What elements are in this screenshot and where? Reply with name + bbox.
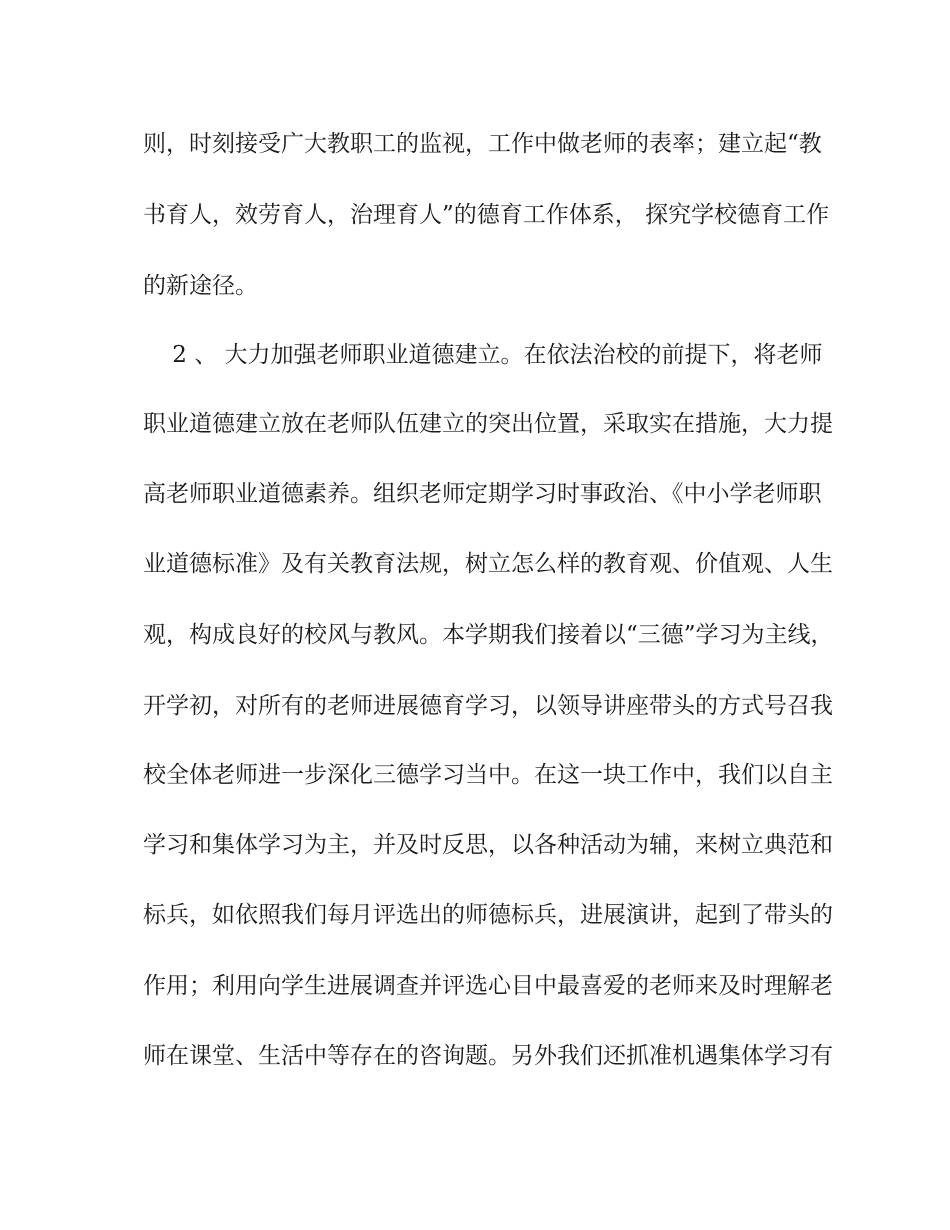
text-line-10: 校全体老师进一步深化三德学习当中。在这一块工作中，我们以自主 [143,762,833,788]
text-line-1: 则，时刻接受广大教职工的监视，工作中做老师的表率；建立起“教 [143,131,822,157]
text-line-9: 开学初，对所有的老师进展德育学习，以领导讲座带头的方式号召我 [143,693,833,719]
text-line-13: 作用；利用向学生进展调查并评选心目中最喜爱的老师来及时理解老 [143,973,833,999]
text-line-11: 学习和集体学习为主，并及时反思，以各种活动为辅，来树立典范和 [143,832,833,858]
text-line-4: 2 、 大力加强老师职业道德建立。在依法治校的前提下，将老师 [143,342,823,368]
text-line-12: 标兵，如依照我们每月评选出的师德标兵，进展演讲，起到了带头的 [143,902,833,928]
text-line-14: 师在课堂、生活中等存在的咨询题。另外我们还抓准机遇集体学习有 [143,1043,833,1069]
text-line-3: 的新途径。 [143,273,258,299]
text-line-5: 职业道德建立放在老师队伍建立的突出位置，采取实在措施，大力提 [143,411,833,437]
text-line-7: 业道德标准》及有关教育法规，树立怎么样的教育观、价值观、人生 [143,551,833,577]
text-line-8: 观，构成良好的校风与教风。本学期我们接着以“三德”学习为主线， [143,622,834,648]
text-line-6: 高老师职业道德素养。组织老师定期学习时事政治、《中小学老师职 [143,481,822,507]
text-line-2: 书育人，效劳育人，治理育人”的德育工作体系， 探究学校德育工作 [143,202,830,228]
